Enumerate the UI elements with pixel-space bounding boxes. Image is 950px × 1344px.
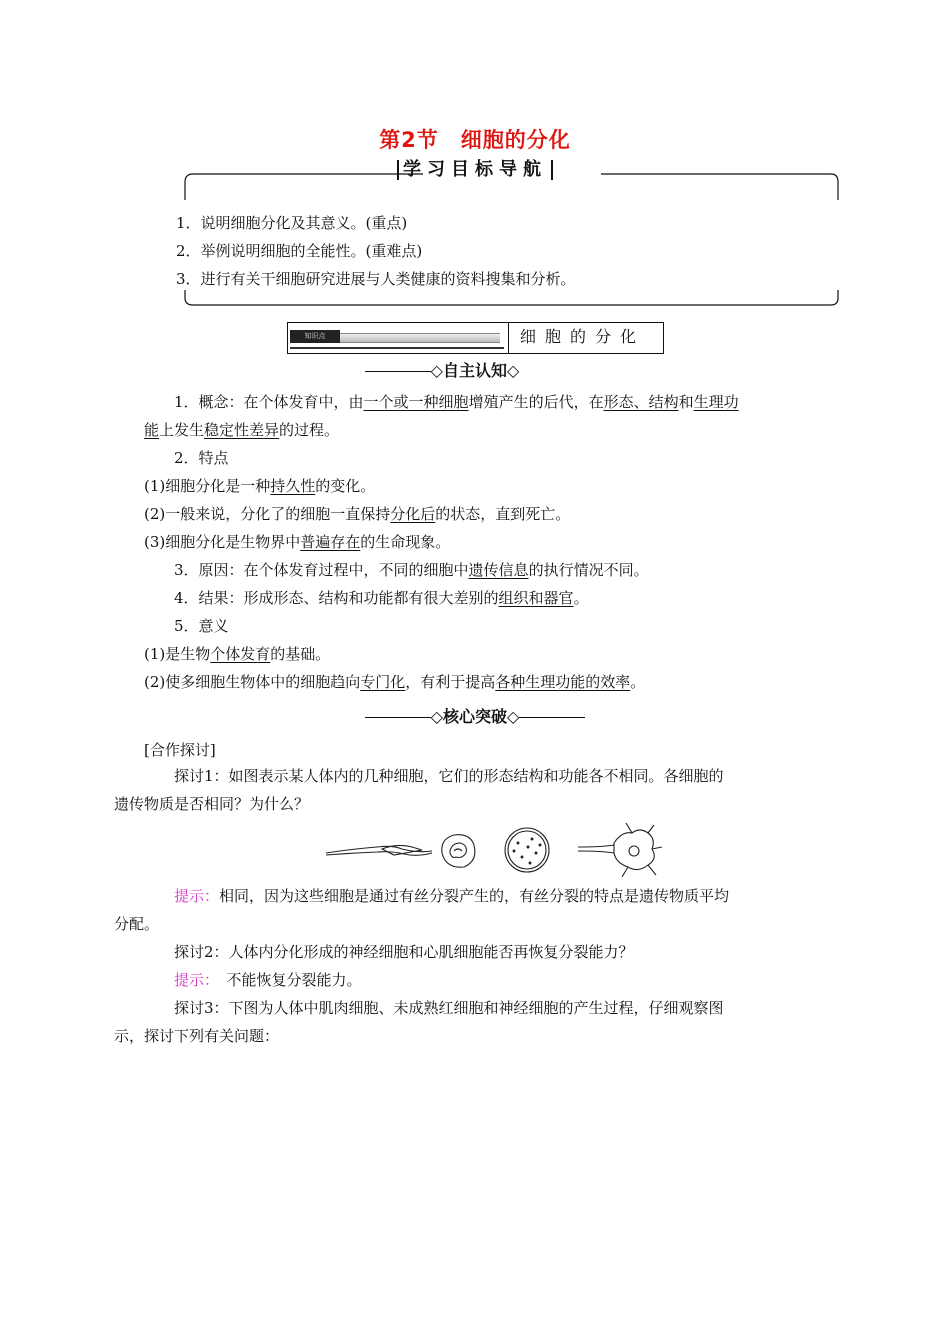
- hint-2: 提示： 不能恢复分裂能力。: [174, 971, 362, 989]
- knowledge-point-box: [287, 322, 664, 354]
- question-2: 探讨2：人体内分化形成的神经细胞和心肌细胞能否再恢复分裂能力？: [174, 943, 634, 961]
- decorative-rail: [340, 333, 500, 343]
- result-paragraph: 4．结果：形成形态、结构和功能都有很大差别的组织和器官。: [174, 589, 589, 607]
- page-title: 第2节 细胞的分化: [379, 128, 571, 152]
- feature-1: (1)细胞分化是一种持久性的变化。: [144, 477, 376, 495]
- cooperation-label: [合作探讨]: [144, 741, 216, 759]
- section-header-core: ◇核心突破◇: [0, 704, 950, 727]
- knowledge-point-tab-area: [288, 323, 509, 353]
- diamond-icon: ◇: [430, 361, 443, 380]
- knowledge-point-tab: 知识点: [290, 330, 340, 343]
- knowledge-point-label: 细胞的分化: [520, 327, 646, 346]
- meaning-heading: 5．意义: [174, 617, 229, 635]
- diamond-icon: ◇: [507, 707, 520, 726]
- goal-item-3: 3．进行有关干细胞研究进展与人类健康的资料搜集和分析。: [176, 270, 576, 288]
- meaning-1: (1)是生物个体发育的基础。: [144, 645, 331, 663]
- section-header-self-study: ◇自主认知◇: [0, 358, 950, 381]
- hint-label: 提示：: [174, 887, 220, 905]
- hint-1: 提示：相同，因为这些细胞是通过有丝分裂产生的，有丝分裂的特点是遗传物质平均 分配。: [114, 887, 730, 933]
- red-blood-cell-icon: [505, 828, 549, 872]
- cell-illustrations: [322, 823, 662, 887]
- divider: [290, 347, 504, 349]
- goal-item-2: 2．举例说明细胞的全能性。(重难点): [176, 242, 423, 260]
- diamond-icon: ◇: [430, 707, 443, 726]
- question-3: 探讨3：下图为人体中肌肉细胞、未成熟红细胞和神经细胞的产生过程，仔细观察图 示，探讨下列有关问题：: [114, 999, 724, 1045]
- question-1: 探讨1：如图表示某人体内的几种细胞，它们的形态结构和功能各不相同。各细胞的 遗传物质是否相同？为什么？: [114, 767, 724, 813]
- hint-label: 提示：: [174, 971, 212, 989]
- feature-2: (2)一般来说，分化了的细胞一直保持分化后的状态，直到死亡。: [144, 505, 571, 523]
- meaning-2: (2)使多细胞生物体中的细胞趋向专门化，有利于提高各种生理功能的效率。: [144, 673, 646, 691]
- white-blood-cell-icon: [442, 835, 475, 868]
- goal-item-1: 1．说明细胞分化及其意义。(重点): [176, 214, 408, 232]
- learning-goals-header: 学习目标导航: [0, 155, 950, 181]
- feature-heading: 2．特点: [174, 449, 229, 467]
- muscle-cell-icon: [326, 845, 432, 855]
- cause-paragraph: 3．原因：在个体发育过程中，不同的细胞中遗传信息的执行情况不同。: [174, 561, 649, 579]
- feature-3: (3)细胞分化是生物界中普遍存在的生命现象。: [144, 533, 451, 551]
- concept-paragraph: 1．概念：在个体发育中，由一个或一种细胞增殖产生的后代，在形态、结构和生理功 能上发生稳定性差异的过程。: [144, 393, 739, 439]
- diamond-icon: ◇: [507, 361, 520, 380]
- nerve-cell-icon: [578, 823, 662, 877]
